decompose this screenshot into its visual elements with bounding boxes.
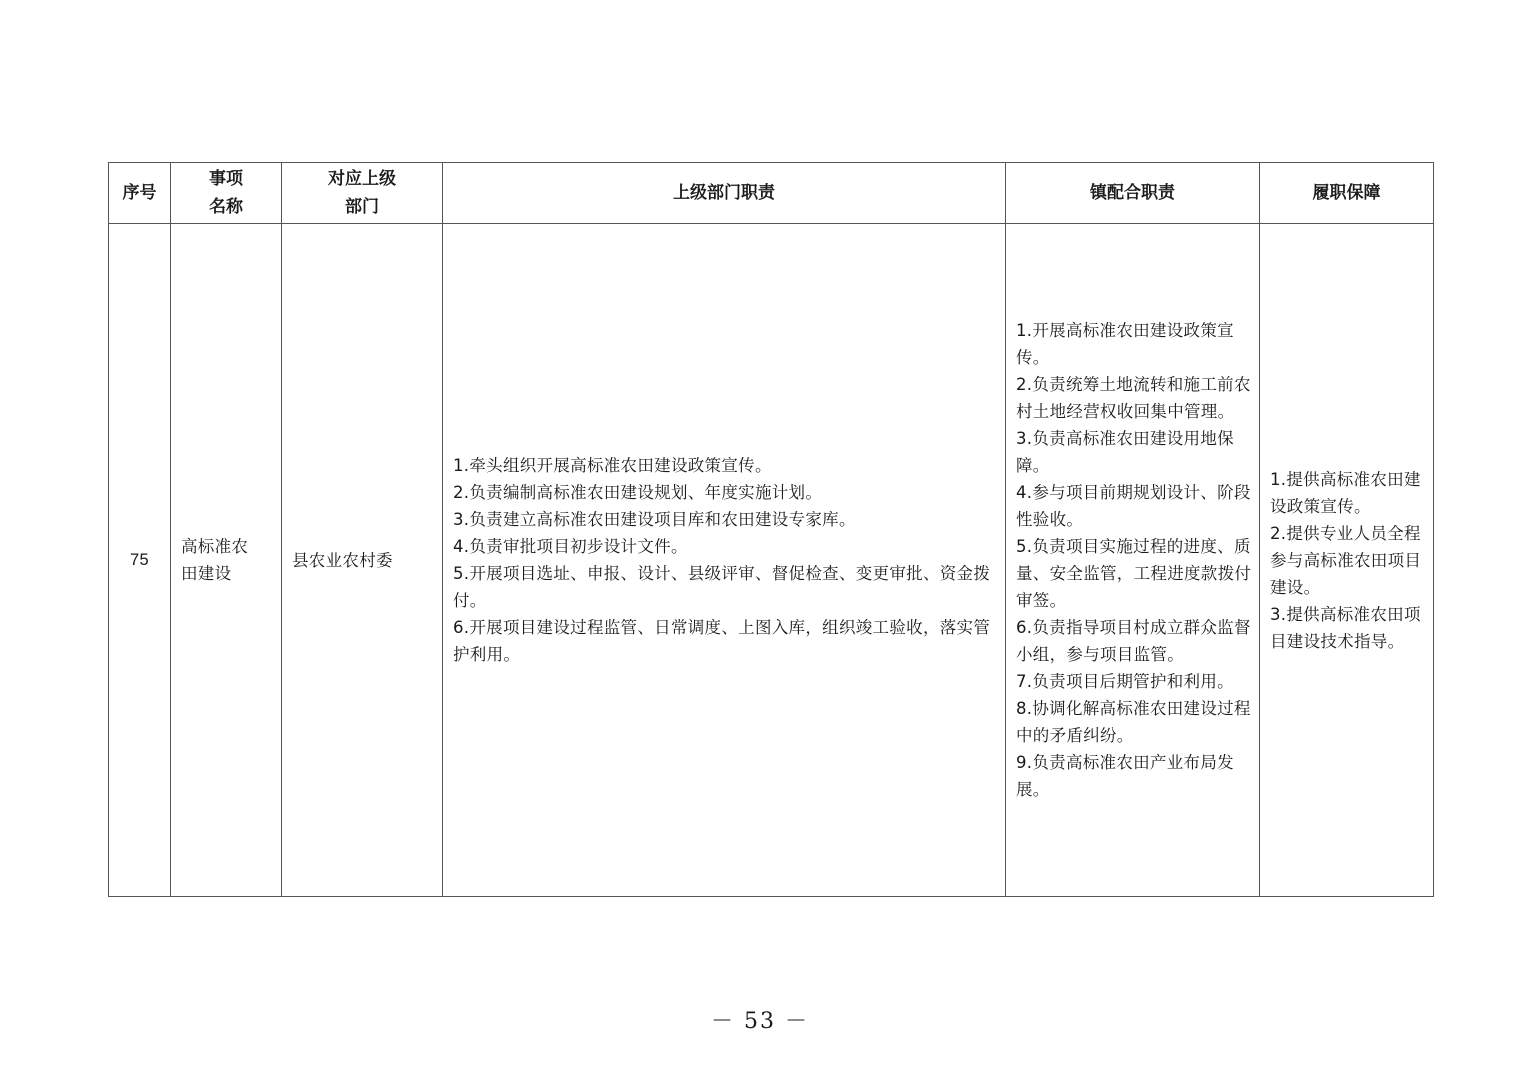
- list-item: 5.负责项目实施过程的进度、质量、安全监管，工程进度款拨付审签。: [1016, 537, 1252, 610]
- list-item: 1.提供高标准农田建设政策宣传。: [1270, 469, 1421, 516]
- header-guarantee: 履职保障: [1260, 163, 1434, 224]
- list-item: 1.牵头组织开展高标准农田建设政策宣传。: [453, 456, 772, 475]
- list-item: 4.参与项目前期规划设计、阶段性验收。: [1016, 483, 1251, 529]
- page-number: － 53 －: [711, 1009, 809, 1034]
- list-item: 2.负责统筹土地流转和施工前农村土地经营权收回集中管理。: [1016, 375, 1251, 421]
- cell-town-duties: [1006, 224, 1260, 897]
- superior-duties-list: [453, 452, 999, 668]
- cell-guarantee: [1260, 224, 1434, 897]
- list-item: 9.负责高标准农田产业布局发展。: [1016, 753, 1234, 799]
- cell-dept: 县农业农村委: [282, 224, 443, 897]
- town-duties-list: [1016, 317, 1253, 803]
- list-item: 1.开展高标准农田建设政策宣传。: [1016, 321, 1234, 367]
- header-item-name-line1: 事项: [209, 169, 243, 188]
- guarantee-list: [1270, 466, 1427, 655]
- list-item: 3.负责高标准农田建设用地保障。: [1016, 429, 1234, 475]
- table-header-row: [109, 163, 1434, 224]
- item-name-line1: 高标准农: [181, 537, 249, 556]
- cell-index: 75: [109, 224, 171, 897]
- duty-table: [108, 162, 1434, 897]
- table-row: [109, 224, 1434, 897]
- list-item: 4.负责审批项目初步设计文件。: [453, 537, 688, 556]
- list-item: 3.负责建立高标准农田建设项目库和农田建设专家库。: [453, 510, 856, 529]
- list-item: 3.提供高标准农田项目建设技术指导。: [1270, 604, 1421, 651]
- header-item-name-line2: 名称: [209, 197, 243, 216]
- list-item: 5.开展项目选址、申报、设计、县级评审、督促检查、变更审批、资金拨付。: [453, 564, 991, 610]
- header-item-name: [171, 163, 282, 224]
- list-item: 8.协调化解高标准农田建设过程中的矛盾纠纷。: [1016, 699, 1251, 745]
- list-item: 2.负责编制高标准农田建设规划、年度实施计划。: [453, 483, 823, 502]
- header-dept-line2: 部门: [345, 197, 379, 216]
- list-item: 6.开展项目建设过程监管、日常调度、上图入库，组织竣工验收，落实管护利用。: [453, 618, 991, 664]
- cell-item-name: [171, 224, 282, 897]
- cell-superior-duties: [443, 224, 1006, 897]
- header-index: 序号: [109, 163, 171, 224]
- list-item: 7.负责项目后期管护和利用。: [1016, 672, 1234, 691]
- item-name-line2: 田建设: [181, 564, 232, 583]
- header-superior-duties: 上级部门职责: [443, 163, 1006, 224]
- header-dept: [282, 163, 443, 224]
- header-town-duties: 镇配合职责: [1006, 163, 1260, 224]
- list-item: 6.负责指导项目村成立群众监督小组，参与项目监管。: [1016, 618, 1251, 664]
- list-item: 2.提供专业人员全程参与高标准农田项目建设。: [1270, 523, 1422, 597]
- header-dept-line1: 对应上级: [328, 169, 396, 188]
